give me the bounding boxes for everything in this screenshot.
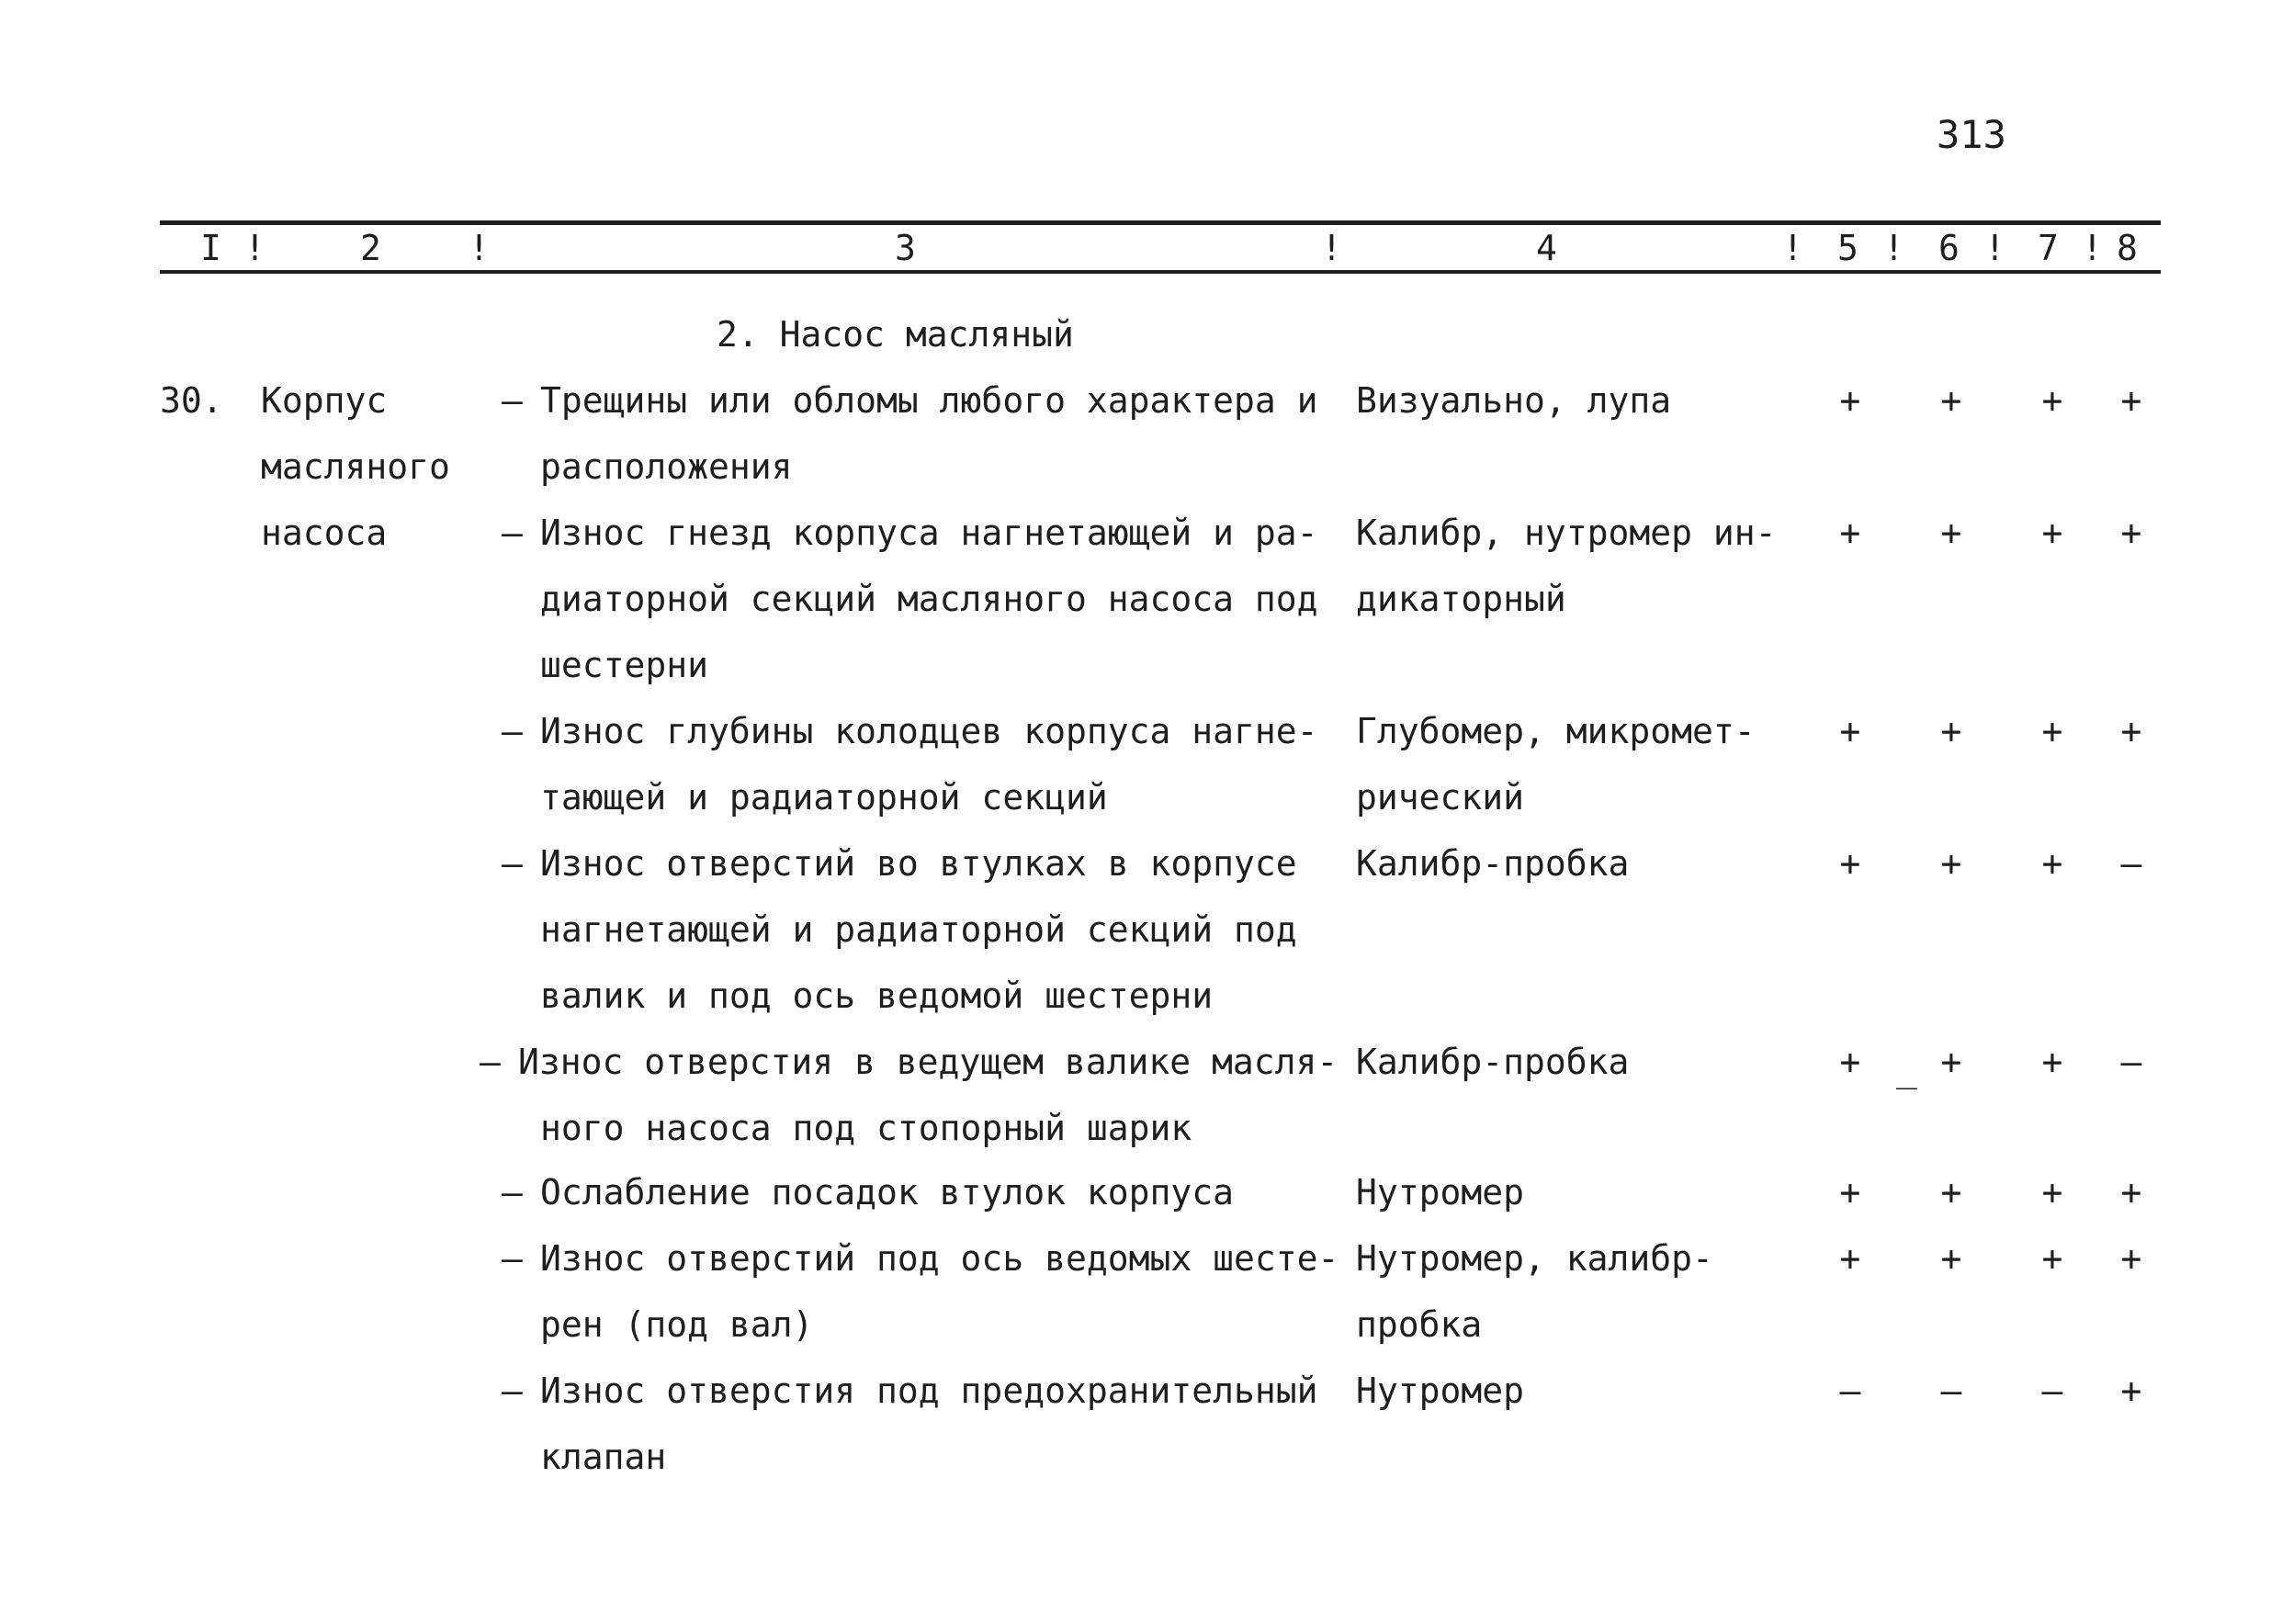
method-line: Калибр-пробка	[1356, 1042, 1630, 1082]
mark-col-6: –	[1940, 1370, 1962, 1411]
mark-col-7: +	[2041, 711, 2063, 751]
header-col-6: 6	[1938, 228, 1960, 268]
mark-col-7: +	[2041, 1172, 2063, 1212]
method-line: пробка	[1356, 1304, 1483, 1345]
header-col-4: 4	[1536, 228, 1557, 268]
mark-col-5: +	[1839, 1238, 1861, 1279]
defect-line: Трещины или обломы любого характера и	[540, 380, 1318, 421]
header-col-7: 7	[2038, 228, 2059, 268]
defect-dash: –	[502, 513, 523, 553]
method-line: Глубомер, микромет-	[1356, 711, 1756, 751]
mark-col-5: +	[1839, 711, 1861, 751]
method-line: Калибр, нутромер ин-	[1356, 513, 1777, 553]
mark-col-6: +	[1940, 1238, 1962, 1279]
defect-dash: –	[502, 1370, 523, 1411]
mark-col-7: +	[2041, 513, 2063, 553]
mark-col-8: –	[2120, 1042, 2142, 1082]
mark-col-5: +	[1839, 1172, 1861, 1212]
defect-line: ного насоса под стопорный шарик	[540, 1108, 1192, 1148]
part-name-line: масляного	[261, 446, 450, 487]
mark-col-6: +	[1940, 843, 1962, 884]
table-header-bottom-rule	[160, 270, 2161, 274]
mark-col-6: +	[1940, 1042, 1962, 1082]
defect-line: Износ отверстия в ведущем валике масля-	[518, 1042, 1339, 1082]
header-col-3: 3	[895, 228, 916, 268]
defect-line: Износ отверстия под предохранительный	[540, 1370, 1318, 1411]
mark-col-5: +	[1839, 513, 1861, 553]
mark-col-7: –	[2041, 1370, 2063, 1411]
defect-line: валик и под ось ведомой шестерни	[540, 976, 1214, 1016]
defect-line: Износ глубины колодцев корпуса нагне-	[540, 711, 1318, 751]
mark-col-8: +	[2120, 1238, 2142, 1279]
defect-dash: –	[502, 1238, 523, 1279]
defect-line: Ослабление посадок втулок корпуса	[540, 1172, 1234, 1212]
defect-line: Износ гнезд корпуса нагнетающей и ра-	[540, 513, 1318, 553]
header-col-5: 5	[1837, 228, 1858, 268]
mark-col-8: +	[2120, 711, 2142, 751]
mark-col-8: +	[2120, 513, 2142, 553]
method-line: Нутромер	[1356, 1370, 1525, 1411]
mark-col-7: +	[2041, 380, 2063, 421]
header-separator: !	[1782, 228, 1803, 268]
header-separator: !	[244, 228, 265, 268]
mark-col-7: +	[2041, 843, 2063, 884]
method-line: Нутромер	[1356, 1172, 1525, 1212]
defect-line: Износ отверстий под ось ведомых шесте-	[540, 1238, 1339, 1279]
header-separator: !	[2082, 228, 2103, 268]
header-col-2: 2	[360, 228, 381, 268]
defect-dash: –	[480, 1042, 501, 1082]
header-col-1: I	[200, 228, 221, 268]
mark-col-6: +	[1940, 1172, 1962, 1212]
stray-mark: _	[1896, 1049, 1917, 1089]
method-line: дикаторный	[1356, 579, 1566, 619]
defect-line: расположения	[540, 446, 793, 487]
header-separator: !	[1321, 228, 1342, 268]
defect-line: нагнетающей и радиаторной секций под	[540, 909, 1297, 950]
defect-dash: –	[502, 711, 523, 751]
mark-col-8: +	[2120, 380, 2142, 421]
mark-col-8: –	[2120, 843, 2142, 884]
part-name-line: насоса	[261, 513, 388, 553]
defect-line: клапан	[540, 1437, 667, 1477]
table-top-rule	[160, 220, 2161, 225]
method-line: Нутромер, калибр-	[1356, 1238, 1713, 1279]
method-line: рический	[1356, 777, 1525, 818]
mark-col-6: +	[1940, 513, 1962, 553]
defect-line: диаторной секций масляного насоса под	[540, 579, 1318, 619]
mark-col-8: +	[2120, 1370, 2142, 1411]
header-col-8: 8	[2117, 228, 2138, 268]
mark-col-6: +	[1940, 711, 1962, 751]
defect-dash: –	[502, 380, 523, 421]
part-name-line: Корпус	[261, 380, 388, 421]
method-line: Визуально, лупа	[1356, 380, 1672, 421]
header-separator: !	[469, 228, 490, 268]
defect-line: шестерни	[540, 645, 709, 685]
mark-col-5: +	[1839, 1042, 1861, 1082]
mark-col-7: +	[2041, 1238, 2063, 1279]
method-line: Калибр-пробка	[1356, 843, 1630, 884]
defect-line: Износ отверстий во втулках в корпусе	[540, 843, 1297, 884]
defect-dash: –	[502, 843, 523, 884]
mark-col-7: +	[2041, 1042, 2063, 1082]
section-title: 2. Насос масляный	[717, 314, 1074, 355]
header-separator: !	[1984, 228, 2005, 268]
page-number: 313	[1937, 112, 2006, 157]
row-number: 30.	[160, 380, 223, 421]
defect-line: тающей и радиаторной секций	[540, 777, 1108, 818]
mark-col-5: –	[1839, 1370, 1861, 1411]
mark-col-6: +	[1940, 380, 1962, 421]
mark-col-8: +	[2120, 1172, 2142, 1212]
mark-col-5: +	[1839, 380, 1861, 421]
header-separator: !	[1883, 228, 1904, 268]
mark-col-5: +	[1839, 843, 1861, 884]
defect-dash: –	[502, 1172, 523, 1212]
defect-line: рен (под вал)	[540, 1304, 814, 1345]
